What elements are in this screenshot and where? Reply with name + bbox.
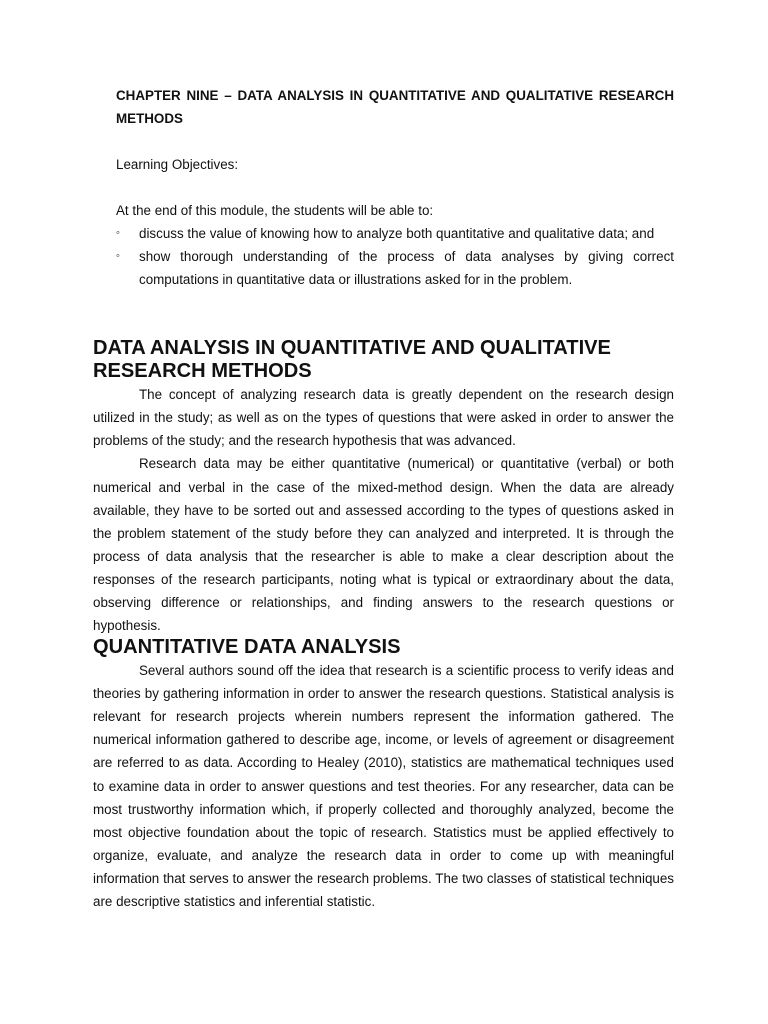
section-data-analysis <box>93 337 674 637</box>
section-heading: DATA ANALYSIS IN QUANTITATIVE AND QUALITATIVE RESEARCH METHODS <box>93 337 611 383</box>
objective-text: show thorough understanding of the process of data analyses by giving correct computations in quantitative data or illustrations asked for in the problem. <box>139 249 674 288</box>
chapter-title: CHAPTER NINE – DATA ANALYSIS IN QUANTITATIVE AND QUALITATIVE RESEARCH METHODS <box>116 88 674 127</box>
bullet-icon: ◦ <box>116 227 120 239</box>
list-item <box>116 222 674 245</box>
learning-objectives-heading: Learning Objectives: <box>116 157 239 172</box>
objective-text: discuss the value of knowing how to analyze both quantitative and qualitative data; and <box>139 226 655 241</box>
bullet-icon: ◦ <box>116 250 120 263</box>
learning-objectives-intro: At the end of this module, the students will be able to: <box>116 203 434 218</box>
section-heading: QUANTITATIVE DATA ANALYSIS <box>93 636 401 658</box>
paragraph: The concept of analyzing research data is greatly dependent on the research design utilized in the study; as well as on the types of questions that were asked in order to answer the problems of the study; and the research hypothesis that was advanced. <box>93 387 674 449</box>
list-item <box>116 245 674 291</box>
learning-objectives-list <box>116 222 674 291</box>
paragraph: Several authors sound off the idea that research is a scientific process to verify ideas and theories by gathering information in order to answer the research questions. Statistical analysis is relevant for research projects wherein numbers represent the information gathered. The numerical information gathered to describe age, income, or levels of agreement or disagreement are referred to as data. According to Healey (2010), statistics are mathematical techniques used to examine data in order to answer questions and test theories. For any researcher, data can be most trustworthy information which, if properly collected and thoroughly analyzed, become the most objective foundation about the topic of research. Statistics must be applied effectively to organize, evaluate, and analyze the research data in order to come up with meaningful information that serves to answer the research problems. The two classes of statistical techniques are descriptive statistics and inferential statistic. <box>93 663 674 910</box>
paragraph: Research data may be either quantitative (numerical) or quantitative (verbal) or both numerical and verbal in the case of the mixed-method design. When the data are already available, they have to be sorted out and assessed according to the types of questions asked in the problem statement of the study before they can analyzed and interpreted. It is through the process of data analysis that the researcher is able to make a clear description about the responses of the research participants, noting what is typical or extraordinary about the data, observing difference or relationships, and finding answers to the research questions or hypothesis. <box>93 456 674 634</box>
section-quantitative-data-analysis <box>93 636 674 913</box>
